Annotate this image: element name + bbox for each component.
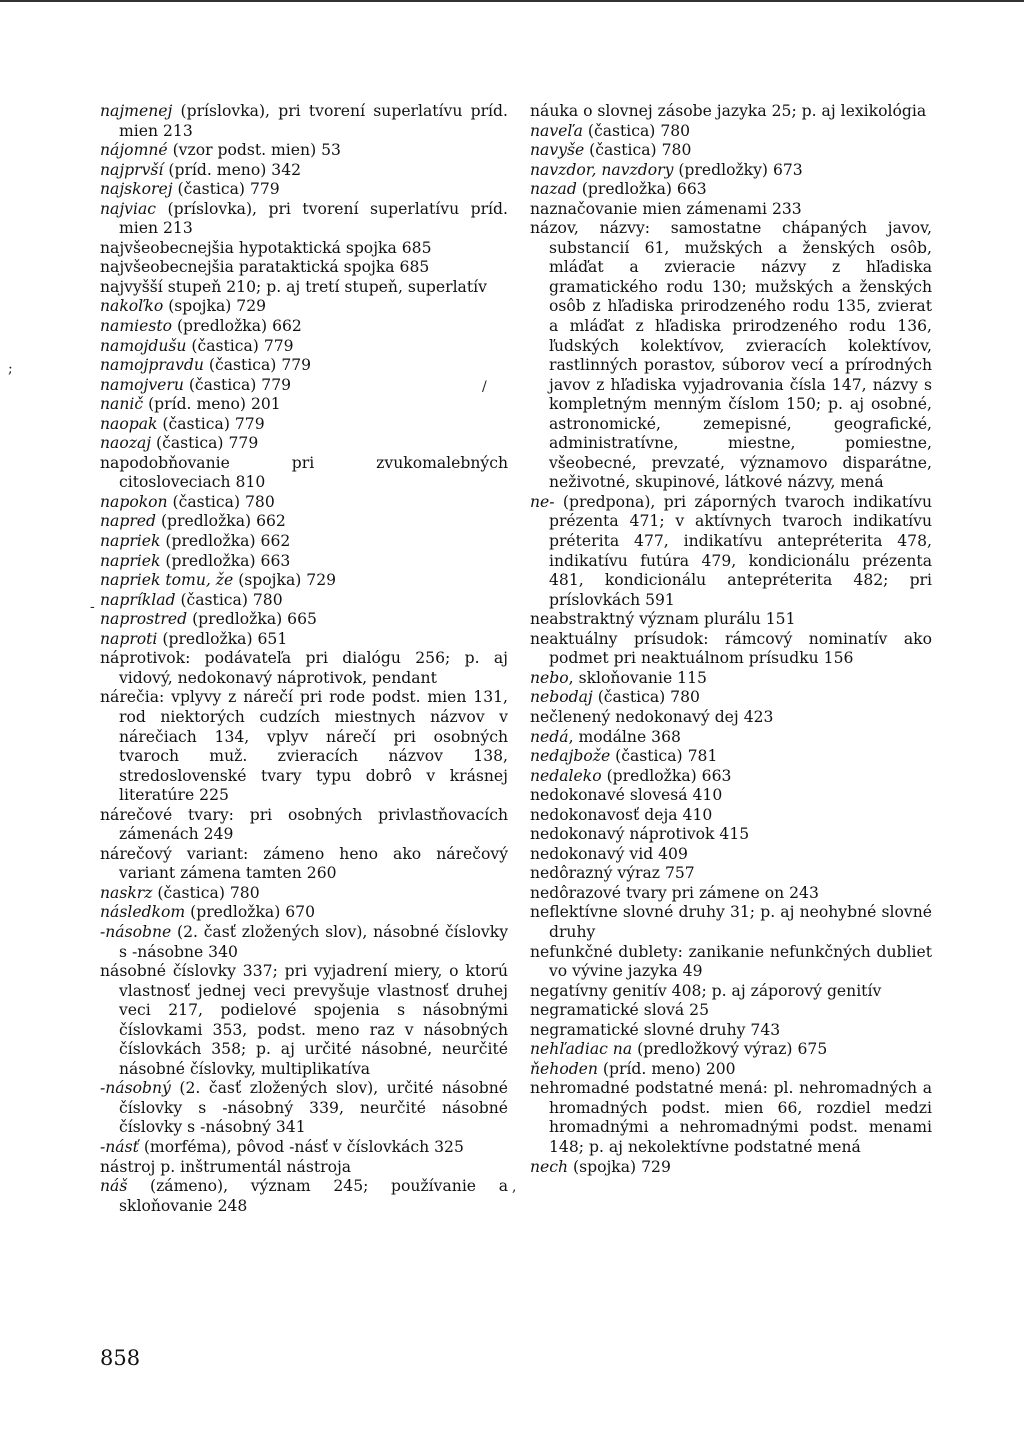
index-entry [530, 767, 932, 787]
index-entry-text: (príslovka), pri tvorení superlatívu príd. mien 213 [119, 199, 508, 238]
index-headword: nakoľko [100, 297, 164, 316]
index-entry-text: náuka o slovnej zásobe jazyka 25; p. aj lexikológia [530, 102, 927, 120]
index-entry [100, 1079, 508, 1138]
index-headword: najskorej [100, 180, 173, 199]
index-entry [100, 493, 508, 513]
index-entry [530, 982, 932, 1002]
index-headword: navzdor, navzdory [530, 160, 674, 179]
index-entry-text: najvšeobecnejšia hypotaktická spojka 685 [100, 238, 432, 257]
index-entry-text: neabstraktný význam plurálu 151 [530, 610, 796, 629]
index-entry [100, 434, 508, 454]
index-entry [530, 630, 932, 669]
index-entry [530, 806, 932, 826]
index-headword: nebo [530, 668, 569, 687]
index-entry [530, 1021, 932, 1041]
index-entry-text: (predpona), pri záporných tvaroch indikatívu prézenta 471; v aktívnych tvaroch indikatívu préterita 477, indikatívu antepréterita 478, indikatívu futúra 479, kondicionálu prézenta 481, kondicionálu antepréterita 482; pri príslovkách 591 [549, 492, 932, 609]
index-entry-text: (častica) 780 [584, 141, 692, 160]
index-headword: naveľa [530, 121, 583, 140]
index-headword: naozaj [100, 434, 152, 453]
index-entry-text: napodobňovanie pri zvukomalebných citosloveciach 810 [100, 453, 508, 492]
index-entry [530, 1001, 932, 1021]
index-headword: namojveru [100, 375, 184, 394]
index-entry [100, 356, 508, 376]
index-headword: napokon [100, 492, 168, 511]
index-entry [530, 943, 932, 982]
index-entry-text: (príd. meno) 201 [143, 395, 281, 414]
index-headword: najviac [100, 199, 157, 218]
index-entry [100, 297, 508, 317]
index-entry [100, 317, 508, 337]
index-entry [100, 923, 508, 962]
index-entry [100, 376, 508, 396]
index-entry [100, 395, 508, 415]
index-entry [530, 141, 932, 161]
index-entry [530, 688, 932, 708]
index-entry-text: nefunkčné dublety: zanikanie nefunkčných dubliet vo vývine jazyka 49 [530, 942, 932, 981]
index-headword: náš [100, 1177, 128, 1196]
index-entry-text: (predložky) 673 [673, 160, 803, 179]
index-headword: -násobný [100, 1079, 171, 1098]
index-headword: naopak [100, 414, 158, 433]
index-entry-text: (zámeno), význam 245; používanie a skloňovanie 248 [119, 1177, 508, 1215]
index-entry-text: (spojka) 729 [233, 571, 337, 590]
index-entry-text: (častica) 779 [203, 356, 312, 375]
index-headword: nanič [100, 395, 144, 414]
index-headword: navyše [530, 141, 585, 160]
index-entry [100, 688, 508, 805]
index-entry-text: násobné číslovky 337; pri vyjadrení miery, o ktorú vlastnosť jednej veci prevyšuje vlastnosť druhej veci 217, podielové spojenia s násobnými číslovkami 353, podst. meno raz v násobných číslovkách 358; p. aj určité násobné, neurčité násobné číslovky, multiplikatíva [100, 962, 508, 1078]
index-entry-text: , modálne 368 [568, 727, 681, 746]
index-entry-text: (častica) 779 [157, 414, 265, 433]
index-entry [100, 591, 508, 611]
index-entry [100, 454, 508, 493]
index-entry-text: (príslovka), pri tvorení superlatívu príd. mien 213 [119, 102, 508, 140]
index-entry-text: (predložkový výraz) 675 [632, 1040, 828, 1059]
index-entry-text: nedôrazný výraz 757 [530, 864, 695, 883]
scan-speck: , [512, 1179, 517, 1195]
index-entry-text: (častica) 780 [582, 121, 691, 140]
index-entry [100, 610, 508, 630]
index-entry-text: nedokonavé slovesá 410 [530, 786, 723, 805]
index-entry-text: negramatické slovné druhy 743 [530, 1020, 781, 1039]
scan-speck: / [482, 379, 487, 395]
index-headword: ňehoden [530, 1059, 598, 1078]
index-entry-text: nárečové tvary: pri osobných privlastňovacích zámenách 249 [100, 805, 508, 844]
index-headword: -násť [100, 1137, 139, 1156]
index-headword: nehľadiac na [530, 1040, 633, 1059]
index-entry [100, 962, 508, 1079]
index-entry [530, 610, 932, 630]
index-entry [530, 708, 932, 728]
index-entry-text: naznačovanie mien zámenami 233 [530, 199, 802, 218]
index-entry [100, 806, 508, 845]
index-entry [530, 1040, 932, 1060]
scan-speck: ; [8, 361, 13, 377]
index-entry-text: nedokonavý vid 409 [530, 844, 688, 863]
index-headword: namojpravdu [100, 356, 204, 375]
index-headword: najprvší [100, 160, 164, 179]
index-entry [530, 728, 932, 748]
index-headword: nech [530, 1157, 569, 1176]
index-entry [530, 884, 932, 904]
scan-speck: - [90, 599, 95, 615]
index-entry-text: (vzor podst. mien) 53 [167, 141, 341, 160]
index-entry-text: najvšeobecnejšia parataktická spojka 685 [100, 258, 430, 277]
index-entry-text: nečlenený nedokonavý dej 423 [530, 707, 774, 726]
index-headword: naprostred [100, 610, 188, 629]
index-entry [100, 258, 508, 278]
index-entry-text: (spojka) 729 [163, 297, 267, 316]
index-entry [100, 630, 508, 650]
index-headword: následkom [100, 903, 186, 922]
index-headword: najmenej [100, 102, 173, 120]
index-entry [530, 161, 932, 181]
index-entry [530, 903, 932, 942]
index-entry-text: negramatické slová 25 [530, 1001, 709, 1020]
index-entry-text: (predložka) 663 [576, 180, 707, 199]
index-entry [100, 884, 508, 904]
index-entry [100, 180, 508, 200]
index-entry [100, 512, 508, 532]
index-entry-text: nedôrazové tvary pri zámene on 243 [530, 883, 819, 902]
index-entry-text: (2. časť zložených slov), určité násobné číslovky s -násobný 339, neurčité násobné číslovky s -násobný 341 [119, 1079, 508, 1137]
index-entry-text: (predložka) 665 [187, 610, 317, 629]
index-entry [100, 415, 508, 435]
index-entry-text: nehromadné podstatné mená: pl. nehromadných a hromadných podst. mien 66, rozdiel medzi hromadnými a nehromadnými podst. menami 148; p. aj nekolektívne podstatné mená [530, 1079, 932, 1156]
index-headword: namojdušu [100, 336, 187, 355]
index-headword: napriek [100, 532, 161, 551]
index-entry [530, 845, 932, 865]
page-top-edge [0, 0, 1024, 2]
index-entry-text: , skloňovanie 115 [568, 668, 707, 687]
index-headword: naskrz [100, 883, 153, 902]
index-entry-text: nástroj p. inštrumentál nástroja [100, 1157, 352, 1176]
index-headword: nedá [530, 727, 569, 746]
index-entry [100, 337, 508, 357]
index-entry-text: (príd. meno) 342 [163, 160, 302, 179]
index-entry-text: (2. časť zložených slov), násobné číslovky s -násobne 340 [119, 922, 508, 961]
index-entry-text: (častica) 779 [186, 336, 294, 355]
index-entry-text: (predložka) 662 [156, 512, 286, 531]
index-entry [100, 552, 508, 572]
index-entry [530, 1060, 932, 1080]
index-entry-text: (častica) 779 [151, 434, 259, 453]
index-entry [100, 571, 508, 591]
index-headword: napriek tomu, že [100, 571, 234, 590]
index-entry [100, 532, 508, 552]
index-entry-text: nedokonavosť deja 410 [530, 805, 713, 824]
index-headword: -násobne [100, 922, 172, 941]
index-entry-text: (predložka) 663 [601, 766, 732, 785]
index-headword: ne- [530, 492, 555, 511]
index-entry-text: (spojka) 729 [568, 1157, 671, 1176]
index-entry-text: (častica) 780 [175, 590, 283, 609]
index-entry [100, 649, 508, 688]
index-entry-text: (predložka) 651 [157, 629, 288, 648]
index-entry-text: neaktuálny prísudok: rámcový nominatív ako podmet pri neaktuálnom prísudku 156 [530, 629, 932, 668]
index-entry-text: (predložka) 662 [172, 317, 302, 336]
index-entry [100, 102, 508, 141]
index-headword: nedaleko [530, 766, 602, 785]
index-entry [100, 200, 508, 239]
index-entry [530, 219, 932, 493]
index-headword: nájomné [100, 141, 168, 160]
index-headword: namiesto [100, 317, 172, 336]
index-entry [530, 122, 932, 142]
index-headword: nazad [530, 180, 577, 199]
index-headword: nebodaj [530, 688, 593, 707]
index-entry [530, 1079, 932, 1157]
index-entry [530, 825, 932, 845]
index-entry-text: negatívny genitív 408; p. aj záporový genitív [530, 981, 882, 1000]
index-entry [100, 161, 508, 181]
index-entry-text: (častica) 780 [167, 492, 275, 511]
index-entry [530, 864, 932, 884]
index-entry [530, 200, 932, 220]
index-entry [530, 180, 932, 200]
index-headword: naproti [100, 629, 158, 648]
index-headword: napred [100, 512, 156, 531]
index-entry-text: (morféma), pôvod -násť v číslovkách 325 [138, 1137, 464, 1156]
index-entry-text: nedokonavý náprotivok 415 [530, 825, 750, 844]
index-entry-text: nárečia: vplyvy z nárečí pri rode podst. mien 131, rod niektorých cudzích miestnych názvov v nárečiach 134, vplyv nárečí pri osobných tvaroch muž. zvieracích názvov 138, stredoslovenské tvary typu dobrô v krásnej literatúre 225 [100, 688, 508, 805]
index-entry [100, 903, 508, 923]
index-entry [100, 1158, 508, 1178]
index-entry-text: neflektívne slovné druhy 31; p. aj neohybné slovné druhy [530, 903, 932, 941]
index-entry-text: (častica) 780 [592, 688, 700, 707]
page-number: 858 [100, 1346, 141, 1370]
index-entry-text: (častica) 779 [172, 180, 280, 199]
index-entry-text: (častica) 779 [183, 375, 292, 394]
index-entry [100, 1177, 508, 1216]
index-entry [100, 1138, 508, 1158]
index-entry-text: nárečový variant: zámeno heno ako nárečový variant zámena tamten 260 [100, 844, 508, 883]
index-entry [530, 493, 932, 610]
index-column-left [100, 102, 508, 1216]
index-entry-text: (predložka) 662 [160, 532, 291, 551]
index-entry [530, 1158, 932, 1178]
index-entry [530, 102, 932, 122]
index-entry [100, 278, 508, 298]
index-entry-text: názov, názvy: samostatne chápaných javov, substancií 61, mužských a ženských osôb, mláďat a zvieracie názvy z hľadiska gramatického rodu 130; mužských a ženských osôb z hľadiska prirodzeného rodu 135, zvierat a mláďat z hľadiska prirodzeného rodu 136, ľudských kolektívov, zvieracích kolektívov, rastlinných porastov, súborov vecí a prírodných javov z hľadiska vyjadrovania čísla 147, názvy s kompletným menným číslom 150; p. aj osobné, astronomické, zemepisné, geografické, administratívne, miestne, pomiestne, všeobecné, prevzaté, významovo disparátne, neživotné, skupinové, látkové názvy, mená [530, 219, 932, 492]
index-headword: napríklad [100, 590, 176, 609]
index-column-right [530, 102, 932, 1177]
index-entry-text: (predložka) 663 [160, 551, 291, 570]
index-entry-text: (častica) 781 [610, 747, 718, 766]
index-entry [530, 786, 932, 806]
index-entry-text: náprotivok: podávateľa pri dialógu 256; p. aj vidový, nedokonavý náprotivok, pendant [100, 649, 508, 687]
index-entry [530, 669, 932, 689]
index-entry-text: (predložka) 670 [185, 903, 316, 922]
index-entry [530, 747, 932, 767]
index-headword: nedajbože [530, 747, 611, 766]
index-entry [100, 239, 508, 259]
index-entry [100, 141, 508, 161]
index-headword: napriek [100, 551, 161, 570]
index-entry-text: (častica) 780 [152, 883, 260, 902]
index-entry-text: najvyšší stupeň 210; p. aj tretí stupeň, superlatív [100, 277, 487, 296]
index-entry-text: (príd. meno) 200 [597, 1059, 736, 1078]
index-entry [100, 845, 508, 884]
